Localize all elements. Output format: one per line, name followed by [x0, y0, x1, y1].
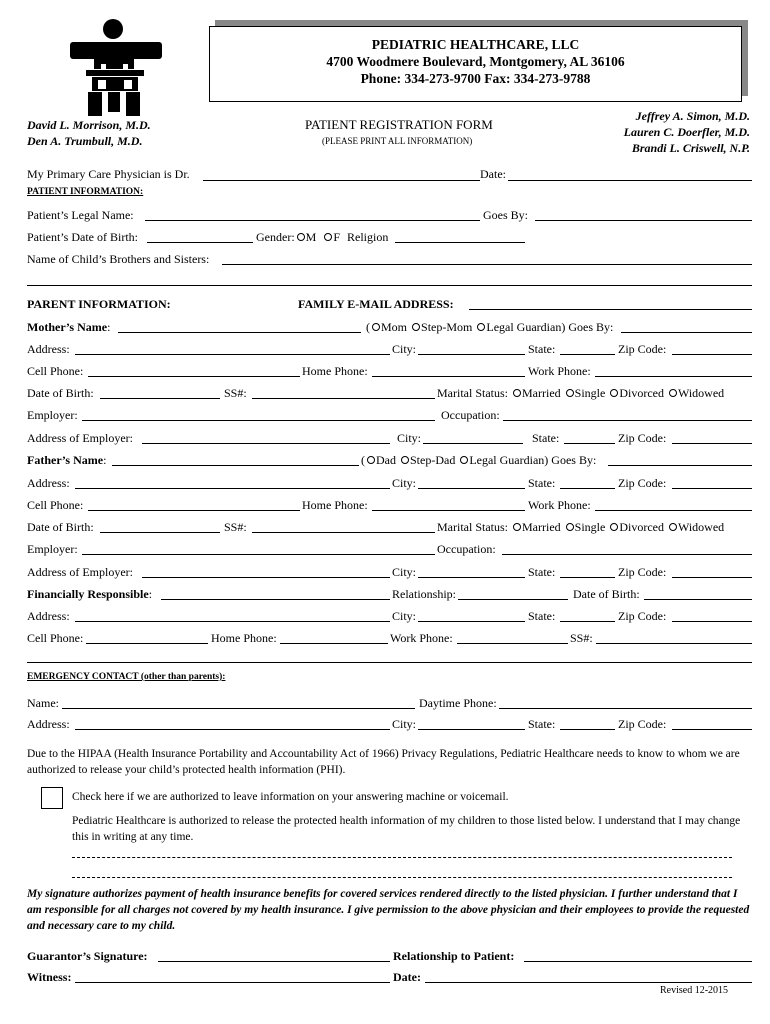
gender-label: Gender: — [256, 230, 295, 244]
fr-address-field[interactable] — [75, 621, 390, 622]
mom-guardian-radio[interactable] — [477, 323, 485, 331]
fr-ss-label: SS#: — [570, 631, 593, 645]
doctor-left-1: David L. Morrison, M.D. — [27, 118, 151, 132]
mother-address-label: Address: — [27, 342, 70, 356]
mother-name-field[interactable] — [118, 332, 361, 333]
voicemail-checkbox-label: Check here if we are authorized to leave information on your answering machine or voicemail. — [72, 791, 509, 803]
fr-cell-label: Cell Phone: — [27, 631, 84, 645]
mother-zip-field[interactable] — [672, 354, 752, 355]
mother-ss-field[interactable] — [252, 398, 435, 399]
relationship-field[interactable] — [458, 599, 568, 600]
mother-city-label: City: — [392, 342, 417, 356]
mother-occupation-field[interactable] — [503, 420, 752, 421]
emergency-city-field[interactable] — [418, 729, 525, 730]
org-phone: Phone: 334-273-9700 Fax: 334-273-9788 — [360, 71, 591, 86]
goes-by-label: Goes By: — [483, 208, 528, 222]
pcp-date-field[interactable] — [508, 180, 752, 181]
father-home-field[interactable] — [372, 510, 525, 511]
mother-occupation-label: Occupation: — [441, 408, 500, 422]
father-city-field[interactable] — [418, 488, 525, 489]
practice-logo — [70, 18, 162, 118]
doctor-right-1: Jeffrey A. Simon, M.D. — [635, 109, 750, 123]
relationship-label: Relationship: — [392, 587, 456, 601]
father-employer-field[interactable] — [82, 554, 435, 555]
fr-zip-label: Zip Code: — [618, 609, 667, 623]
mother-cell-label: Cell Phone: — [27, 364, 84, 378]
father-state-field[interactable] — [560, 488, 615, 489]
mother-emp-state-field[interactable] — [564, 443, 615, 444]
emergency-state-label: State: — [528, 717, 556, 731]
mother-work-label: Work Phone: — [528, 364, 591, 378]
patient-info-heading: PATIENT INFORMATION: — [27, 187, 144, 197]
release-line-2[interactable] — [72, 877, 732, 878]
father-home-label: Home Phone: — [302, 498, 368, 512]
gender-f-label: F — [333, 230, 341, 244]
father-dob-field[interactable] — [100, 532, 220, 533]
fr-state-label: State: — [528, 609, 556, 623]
date-label: Date: — [393, 970, 421, 984]
mother-home-field[interactable] — [372, 376, 525, 377]
mother-zip-label: Zip Code: — [618, 342, 667, 356]
doctor-left-2: Den A. Trumbull, M.D. — [27, 134, 143, 148]
financially-responsible-group: Financially Responsible: — [27, 587, 153, 601]
mother-city-field[interactable] — [418, 354, 525, 355]
father-ss-field[interactable] — [252, 532, 435, 533]
father-cell-label: Cell Phone: — [27, 498, 84, 512]
emergency-zip-label: Zip Code: — [618, 717, 667, 731]
emergency-city-label: City: — [392, 717, 417, 731]
mother-emp-zip-label: Zip Code: — [618, 431, 667, 445]
patient-dob-label: Patient’s Date of Birth: — [27, 230, 138, 244]
witness-label: Witness: — [27, 970, 72, 984]
single-label: Single — [574, 386, 606, 400]
org-name: PEDIATRIC HEALTHCARE, LLC — [371, 37, 580, 52]
org-address: 4700 Woodmere Boulevard, Montgomery, AL 36106 — [326, 54, 625, 69]
father-name-group: Father’s Name: — [27, 453, 107, 467]
father-occupation-label: Occupation: — [437, 542, 496, 556]
emergency-state-field[interactable] — [560, 729, 615, 730]
emergency-daytime-field[interactable] — [499, 708, 752, 709]
signature-statement: My signature authorizes payment of health insurance benefits for covered services rendered directly to the listed physician. I further understand that I am responsible for all charges not covered by my health insurance. I give permission to the above physician and their employees to provide the requested and necessary care to my child. — [27, 888, 750, 932]
father-emp-zip-label: Zip Code: — [618, 565, 667, 579]
mother-name-group: Mother’s Name: — [27, 320, 111, 334]
emergency-address-label: Address: — [27, 717, 70, 731]
father-work-label: Work Phone: — [528, 498, 591, 512]
emergency-daytime-label: Daytime Phone: — [419, 696, 497, 710]
gender-m-label: M — [305, 230, 317, 244]
divorced-label: Divorced — [619, 386, 664, 400]
widowed-label: Widowed — [677, 386, 725, 400]
fr-zip-field[interactable] — [672, 621, 752, 622]
stepmom-radio[interactable] — [412, 323, 420, 331]
mother-married-radio[interactable] — [513, 389, 521, 397]
mother-employer-address-field[interactable] — [142, 443, 390, 444]
pcp-field[interactable] — [203, 180, 480, 181]
mother-marital-label: Marital Status: — [437, 386, 508, 400]
father-emp-zip-field[interactable] — [672, 577, 752, 578]
relationship-to-patient-field[interactable] — [524, 961, 752, 962]
form-subtitle: (PLEASE PRINT ALL INFORMATION) — [322, 136, 473, 146]
release-text: Pediatric Healthcare is authorized to release the protected health information of my children to those listed below. I understand that I may change this in writing at any time. — [72, 815, 741, 843]
stepmom-label: Step-Mom — [421, 320, 473, 334]
voicemail-checkbox[interactable] — [41, 787, 63, 809]
mother-employer-label: Employer: — [27, 408, 78, 422]
married-label: Married — [522, 520, 561, 534]
father-married-radio[interactable] — [513, 523, 521, 531]
father-emp-state-field[interactable] — [560, 577, 615, 578]
religion-field[interactable] — [395, 242, 525, 243]
mom-label: Mom — [381, 320, 408, 334]
fr-cell-field[interactable] — [86, 643, 208, 644]
patient-dob-field[interactable] — [147, 242, 253, 243]
dad-guardian-radio[interactable] — [460, 456, 468, 464]
hipaa-text: Due to the HIPAA (Health Insurance Portability and Accountability Act of 1966) Privacy Regulations, Pediatric Healthcare needs to know to whom we are authorized to release your child’s protected health information (PHI). — [27, 748, 740, 776]
practice-header-box — [209, 26, 742, 102]
emergency-address-field[interactable] — [75, 729, 390, 730]
fr-home-label: Home Phone: — [211, 631, 277, 645]
mother-address-field[interactable] — [75, 354, 390, 355]
family-email-field[interactable] — [469, 309, 752, 310]
mother-ss-label: SS#: — [224, 386, 247, 400]
father-zip-label: Zip Code: — [618, 476, 667, 490]
form-title: PATIENT REGISTRATION FORM — [305, 117, 493, 132]
section-divider — [27, 662, 752, 663]
mother-relation-group: ( Mom Step-Mom Legal Guardian) Goes By: — [366, 320, 614, 334]
mother-work-field[interactable] — [595, 376, 752, 377]
emergency-name-field[interactable] — [62, 708, 415, 709]
doctor-right-3: Brandi L. Criswell, N.P. — [631, 141, 750, 155]
mom-guardian-label: Legal Guardian) Goes By: — [486, 320, 614, 334]
mother-state-field[interactable] — [560, 354, 615, 355]
married-label: Married — [522, 386, 561, 400]
mother-dob-label: Date of Birth: — [27, 386, 94, 400]
dad-guardian-label: Legal Guardian) Goes By: — [469, 453, 597, 467]
father-ss-label: SS#: — [224, 520, 247, 534]
financially-responsible-field[interactable] — [161, 599, 390, 600]
stepdad-radio[interactable] — [401, 456, 409, 464]
dad-radio[interactable] — [367, 456, 375, 464]
father-city-label: City: — [392, 476, 417, 490]
divorced-label: Divorced — [619, 520, 664, 534]
single-label: Single — [574, 520, 606, 534]
pcp-date-label: Date: — [480, 167, 506, 181]
father-marital-label: Marital Status: — [437, 520, 508, 534]
date-field[interactable] — [425, 982, 752, 983]
mother-emp-city-label: City: — [397, 431, 422, 445]
mother-dob-field[interactable] — [100, 398, 220, 399]
mom-radio[interactable] — [372, 323, 380, 331]
father-goes-by-field[interactable] — [608, 465, 752, 466]
witness-field[interactable] — [75, 982, 390, 983]
father-zip-field[interactable] — [672, 488, 752, 489]
father-employer-label: Employer: — [27, 542, 78, 556]
mother-cell-field[interactable] — [88, 376, 300, 377]
father-employer-address-field[interactable] — [142, 577, 390, 578]
father-emp-city-label: City: — [392, 565, 417, 579]
mother-employer-field[interactable] — [82, 420, 435, 421]
relationship-to-patient-label: Relationship to Patient: — [393, 949, 515, 963]
mother-divorced-radio[interactable] — [610, 389, 618, 397]
fr-home-field[interactable] — [280, 643, 388, 644]
father-state-label: State: — [528, 476, 556, 490]
pcp-label: My Primary Care Physician is Dr. — [27, 167, 190, 181]
father-name-label: Father’s Name — [27, 453, 104, 467]
emergency-heading: EMERGENCY CONTACT (other than parents): — [27, 672, 226, 682]
mother-employer-address-label: Address of Employer: — [27, 431, 133, 445]
siblings-label: Name of Child’s Brothers and Sisters: — [27, 252, 210, 266]
father-widowed-radio[interactable] — [669, 523, 677, 531]
father-address-label: Address: — [27, 476, 70, 490]
release-line-1[interactable] — [72, 857, 732, 858]
father-relation-group: ( Dad Step-Dad Legal Guardian) Goes By: — [361, 453, 597, 467]
fr-work-label: Work Phone: — [390, 631, 453, 645]
father-dob-label: Date of Birth: — [27, 520, 94, 534]
mother-emp-zip-field[interactable] — [672, 443, 752, 444]
father-cell-field[interactable] — [88, 510, 300, 511]
father-occupation-field[interactable] — [502, 554, 752, 555]
doctor-right-2: Lauren C. Doerfler, M.D. — [623, 125, 750, 139]
father-single-radio[interactable] — [566, 523, 574, 531]
mother-name-label: Mother’s Name — [27, 320, 108, 334]
fr-address-label: Address: — [27, 609, 70, 623]
father-emp-city-field[interactable] — [418, 577, 525, 578]
siblings-field[interactable] — [222, 264, 752, 265]
father-employer-address-label: Address of Employer: — [27, 565, 133, 579]
father-marital-group — [437, 520, 724, 535]
fr-dob-field[interactable] — [644, 599, 752, 600]
legal-name-field[interactable] — [145, 220, 480, 221]
emergency-zip-field[interactable] — [672, 729, 752, 730]
goes-by-field[interactable] — [535, 220, 752, 221]
legal-name-label: Patient’s Legal Name: — [27, 208, 134, 222]
revision-note: Revised 12-2015 — [660, 985, 729, 996]
father-address-field[interactable] — [75, 488, 390, 489]
mother-home-label: Home Phone: — [302, 364, 368, 378]
mother-emp-state-label: State: — [532, 431, 560, 445]
guarantor-field[interactable] — [158, 961, 390, 962]
parent-info-heading: PARENT INFORMATION: — [27, 297, 171, 311]
fr-state-field[interactable] — [560, 621, 615, 622]
fr-ss-field[interactable] — [596, 643, 752, 644]
mother-goes-by-field[interactable] — [621, 332, 752, 333]
fr-dob-label: Date of Birth: — [573, 587, 640, 601]
emergency-name-label: Name: — [27, 696, 59, 710]
gender-m-radio[interactable] — [297, 233, 305, 241]
religion-label: Religion — [347, 230, 389, 244]
mother-marital-group — [437, 386, 724, 401]
father-name-field[interactable] — [112, 465, 359, 466]
financially-responsible-label: Financially Responsible — [27, 587, 149, 601]
siblings-field-2[interactable] — [27, 285, 752, 286]
stepdad-label: Step-Dad — [410, 453, 456, 467]
fr-city-field[interactable] — [418, 621, 525, 622]
family-email-label: FAMILY E-MAIL ADDRESS: — [298, 297, 454, 311]
widowed-label: Widowed — [677, 520, 725, 534]
mother-state-label: State: — [528, 342, 556, 356]
fr-city-label: City: — [392, 609, 417, 623]
gender-group — [256, 230, 340, 245]
father-work-field[interactable] — [595, 510, 752, 511]
father-divorced-radio[interactable] — [610, 523, 618, 531]
dad-label: Dad — [376, 453, 396, 467]
gender-f-radio[interactable] — [324, 233, 332, 241]
mother-single-radio[interactable] — [566, 389, 574, 397]
guarantor-label: Guarantor’s Signature: — [27, 949, 148, 963]
father-emp-state-label: State: — [528, 565, 556, 579]
mother-widowed-radio[interactable] — [669, 389, 677, 397]
mother-emp-city-field[interactable] — [423, 443, 523, 444]
fr-work-field[interactable] — [457, 643, 568, 644]
